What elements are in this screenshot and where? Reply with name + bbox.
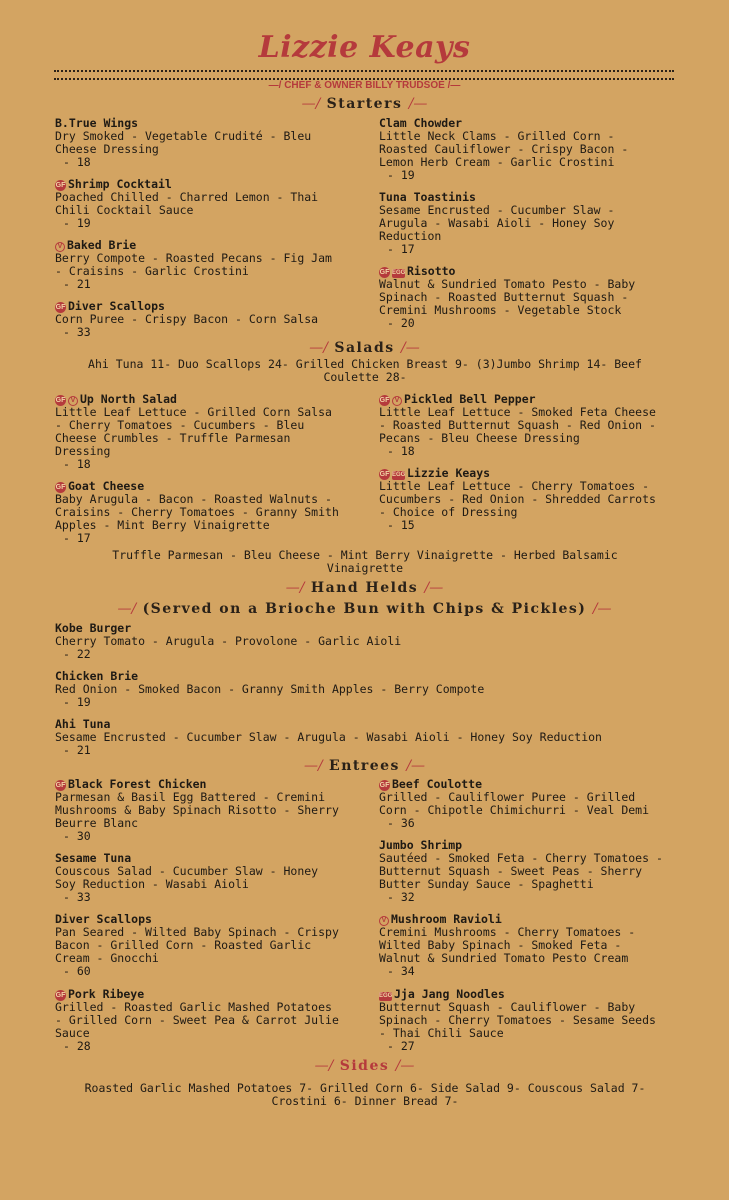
menu-item: Sesame Tuna Couscous Salad - Cucumber Slaw - Honey Soy Reduction - Wasabi Aioli - 33 bbox=[55, 851, 319, 904]
egg-icon: EGG bbox=[392, 472, 406, 478]
menu-item: GF Shrimp Cocktail Poached Chilled - Charred Lemon - Thai Chili Cocktail Sauce - 19 bbox=[55, 177, 319, 230]
menu-item: Jumbo Shrimp Sautéed - Smoked Feta - Cherry Tomatoes - Butternut Squash - Sweet Peas - Sherry Butter Sunday Sauce - Spaghetti - 32 bbox=[379, 838, 663, 904]
menu-item: GF Goat Cheese Baby Arugula - Bacon - Roasted Walnuts - Craisins - Cherry Tomatoes - Granny Smith Apples - Mint Berry Vinaigrette - 17 bbox=[55, 479, 339, 545]
menu-item: GF V Up North Salad Little Leaf Lettuce - Grilled Corn Salsa - Cherry Tomatoes - Cucumbers - Bleu Cheese Crumbles - Truffle Parmesan Dressing - 18 bbox=[55, 392, 332, 471]
menu-item: Ahi Tuna Sesame Encrusted - Cucumber Slaw - Arugula - Wasabi Aioli - Honey Soy Reduction - 21 bbox=[55, 717, 602, 757]
vegetarian-icon: V bbox=[379, 916, 389, 926]
menu-item: Diver Scallops Pan Seared - Wilted Baby Spinach - Crispy Bacon - Grilled Corn - Roasted Garlic Cream - Gnocchi - 60 bbox=[55, 912, 339, 978]
menu-item: GF EGG Risotto Walnut & Sundried Tomato Pesto - Baby Spinach - Roasted Butternut Squash - Cremini Mushrooms - Vegetable Stock - 20 bbox=[379, 264, 636, 330]
menu-item: GF Pork Ribeye Grilled - Roasted Garlic Mashed Potatoes - Grilled Corn - Sweet Pea & Carrot Julie Sauce - 28 bbox=[55, 987, 339, 1053]
menu-item: GF EGG Lizzie Keays Little Leaf Lettuce - Cherry Tomatoes - Cucumbers - Red Onion - Shredded Carrots - Choice of Dressing - 15 bbox=[379, 466, 656, 532]
vegetarian-icon: V bbox=[55, 242, 65, 252]
sides-list: Roasted Garlic Mashed Potatoes 7- Grilled Corn 6- Side Salad 9- Couscous Salad 7- Crostini 6- Dinner Bread 7- bbox=[84, 1081, 646, 1108]
gluten-free-icon: GF bbox=[55, 484, 66, 491]
gluten-free-icon: GF bbox=[379, 471, 390, 478]
gluten-free-icon: GF bbox=[379, 782, 390, 789]
gluten-free-icon: GF bbox=[55, 304, 66, 311]
vegetarian-icon: V bbox=[68, 396, 78, 406]
menu-item: Kobe Burger Cherry Tomato - Arugula - Provolone - Garlic Aioli - 22 bbox=[55, 621, 402, 661]
egg-icon: EGG bbox=[392, 270, 406, 276]
menu-item: V Baked Brie Berry Compote - Roasted Pecans - Fig Jam - Craisins - Garlic Crostini - 21 bbox=[55, 238, 332, 291]
section-handhelds-heading: —/ Hand Helds /— bbox=[285, 580, 444, 596]
dressing-options: Truffle Parmesan - Bleu Cheese - Mint Berry Vinaigrette - Herbed Balsamic Vinaigrette bbox=[112, 548, 618, 575]
menu-item: GF Beef Coulotte Grilled - Cauliflower Puree - Grilled Corn - Chipotle Chimichurri - Veal Demi - 36 bbox=[379, 777, 650, 830]
restaurant-logo: Lizzie Keays bbox=[258, 30, 471, 65]
salad-addons: Ahi Tuna 11- Duo Scallops 24- Grilled Chicken Breast 9- (3)Jumbo Shrimp 14- Beef Coulette 28- bbox=[88, 357, 642, 384]
dotted-divider bbox=[54, 70, 674, 80]
gluten-free-icon: GF bbox=[55, 397, 66, 404]
section-sides-heading: —/ Sides /— bbox=[314, 1058, 415, 1074]
section-salads-heading: —/ Salads /— bbox=[309, 340, 420, 356]
menu-item: GF Diver Scallops Corn Puree - Crispy Bacon - Corn Salsa - 33 bbox=[55, 299, 319, 339]
section-handhelds-subheading: —/ (Served on a Brioche Bun with Chips & Pickles) /— bbox=[117, 601, 612, 617]
egg-icon: EGG bbox=[379, 993, 393, 999]
gluten-free-icon: GF bbox=[55, 992, 66, 999]
menu-item: Clam Chowder Little Neck Clams - Grilled Corn - Roasted Cauliflower - Crispy Bacon - Lemon Herb Cream - Garlic Crostini - 19 bbox=[379, 116, 629, 182]
menu-item: B.True Wings Dry Smoked - Vegetable Crudité - Bleu Cheese Dressing - 18 bbox=[55, 116, 312, 169]
menu-item: EGG Jja Jang Noodles Butternut Squash - Cauliflower - Baby Spinach - Cherry Tomatoes - Sesame Seeds - Thai Chili Sauce - 27 bbox=[379, 987, 656, 1053]
menu-item: V Mushroom Ravioli Cremini Mushrooms - Cherry Tomatoes - Wilted Baby Spinach - Smoked Feta - Walnut & Sundried Tomato Pesto Cream - 34 bbox=[379, 912, 636, 978]
menu-item: Tuna Toastinis Sesame Encrusted - Cucumber Slaw - Arugula - Wasabi Aioli - Honey Soy Reduction - 17 bbox=[379, 190, 615, 256]
menu-item: GF Black Forest Chicken Parmesan & Basil Egg Battered - Cremini Mushrooms & Baby Spinach Risotto - Sherry Beurre Blanc - 30 bbox=[55, 777, 339, 843]
gluten-free-icon: GF bbox=[55, 782, 66, 789]
gluten-free-icon: GF bbox=[379, 269, 390, 276]
menu-item: GF V Pickled Bell Pepper Little Leaf Lettuce - Smoked Feta Cheese - Roasted Butternut Squash - Red Onion - Pecans - Bleu Cheese Dressing - 18 bbox=[379, 392, 656, 458]
menu-item: Chicken Brie Red Onion - Smoked Bacon - Granny Smith Apples - Berry Compote - 19 bbox=[55, 669, 485, 709]
vegetarian-icon: V bbox=[392, 396, 402, 406]
chef-subtitle: —/ CHEF & OWNER BILLY TRUDSOE /— bbox=[268, 80, 461, 91]
section-starters-heading: —/ Starters /— bbox=[301, 96, 428, 112]
gluten-free-icon: GF bbox=[379, 397, 390, 404]
gluten-free-icon: GF bbox=[55, 182, 66, 189]
section-entrees-heading: —/ Entrees /— bbox=[303, 758, 426, 774]
